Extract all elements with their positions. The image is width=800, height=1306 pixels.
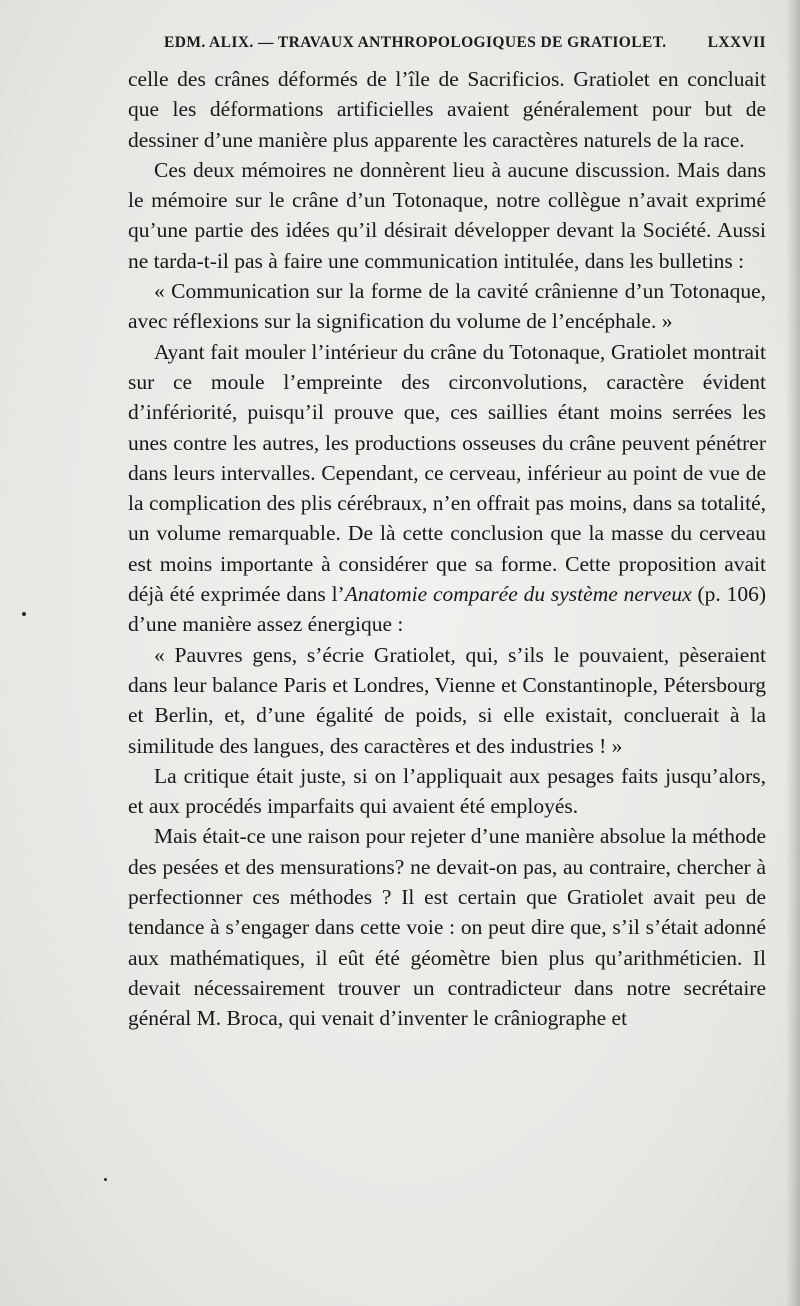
- body-text: [128, 64, 766, 1034]
- paragraph-text: Ayant fait mouler l’intérieur du crâne du Totonaque, Gratiolet montrait sur ce moule l’empreinte des circonvolutions, caractère évident d’infériorité, puisqu’il prouve que, ces saillies étant moins serrées les unes contre les autres, les productions osseuses du crâne peuvent pénétrer dans leurs intervalles. Cependant, ce cerveau, inférieur au point de vue de la complication des plis cérébraux, n’en offrait pas moins, dans sa totalité, un volume remarquable. De là cette conclusion que la masse du cerveau est moins importante à considérer que sa forme. Cette proposition avait déjà été exprimée dans l’: [128, 339, 766, 607]
- paragraph-text: celle des crânes déformés de l’île de Sacrificios. Gratiolet en concluait que les déformations artificielles avaient généralement pour but de dessiner d’une manière plus apparente les caractères naturels de la race.: [128, 67, 766, 152]
- paragraph: [128, 276, 766, 337]
- paragraph: [128, 640, 766, 761]
- book-title: Anatomie comparée du système nerveux: [344, 582, 692, 607]
- paragraph: [128, 821, 766, 1033]
- quotation-text: « Communication sur la forme de la cavité crânienne d’un Totonaque, avec réflexions sur la signification du volume de l’encéphale. »: [128, 279, 766, 334]
- quotation-text: « Pauvres gens, s’écrie Gratiolet, qui, s’ils le pouvaient, pèseraient dans leur balance Paris et Londres, Vienne et Constantinople, Pétersbourg et Berlin, et, d’une égalité de poids, si elle existait, concluerait à la similitude des langues, des caractères et des industries ! »: [128, 642, 766, 758]
- running-title: EDM. ALIX. — TRAVAUX ANTHROPOLOGIQUES DE GRATIOLET.: [164, 34, 667, 51]
- paragraph-text: Ces deux mémoires ne donnèrent lieu à aucune discussion. Mais dans le mémoire sur le crâne d’un Totonaque, notre collègue n’avait exprimé qu’une partie des idées qu’il désirait développer devant la Société. Aussi ne tarda-t-il pas à faire une communication intitulée, dans les bulletins :: [128, 157, 766, 273]
- paragraph-text: (p. 106) d’une manière assez énergique :: [128, 582, 766, 637]
- running-header: [130, 34, 766, 56]
- paragraph: [128, 337, 766, 640]
- paragraph-text: Mais était-ce une raison pour rejeter d’une manière absolue la méthode des pesées et des mensurations? ne devait-on pas, au contraire, chercher à perfectionner ces méthodes ? Il est certain que Gratiolet avait peu de tendance à s’engager dans cette voie : on peut dire que, s’il s’était adonné aux mathématiques, il eût été géomètre bien plus qu’arithméticien. Il devait nécessairement trouver un contradicteur dans notre secrétaire général M. Broca, qui venait d’inventer le crâniographe et: [128, 824, 766, 1031]
- paragraph: [128, 155, 766, 276]
- ink-spot: [22, 612, 26, 616]
- page-number: LXXVII: [707, 34, 766, 51]
- paragraph: [128, 761, 766, 822]
- paragraph: [128, 64, 766, 155]
- paragraph-text: La critique était juste, si on l’appliquait aux pesages faits jusqu’alors, et aux procédés imparfaits qui avaient été employés.: [128, 763, 766, 819]
- page-edge-shadow: [786, 0, 800, 1306]
- ink-spot: [104, 1178, 107, 1181]
